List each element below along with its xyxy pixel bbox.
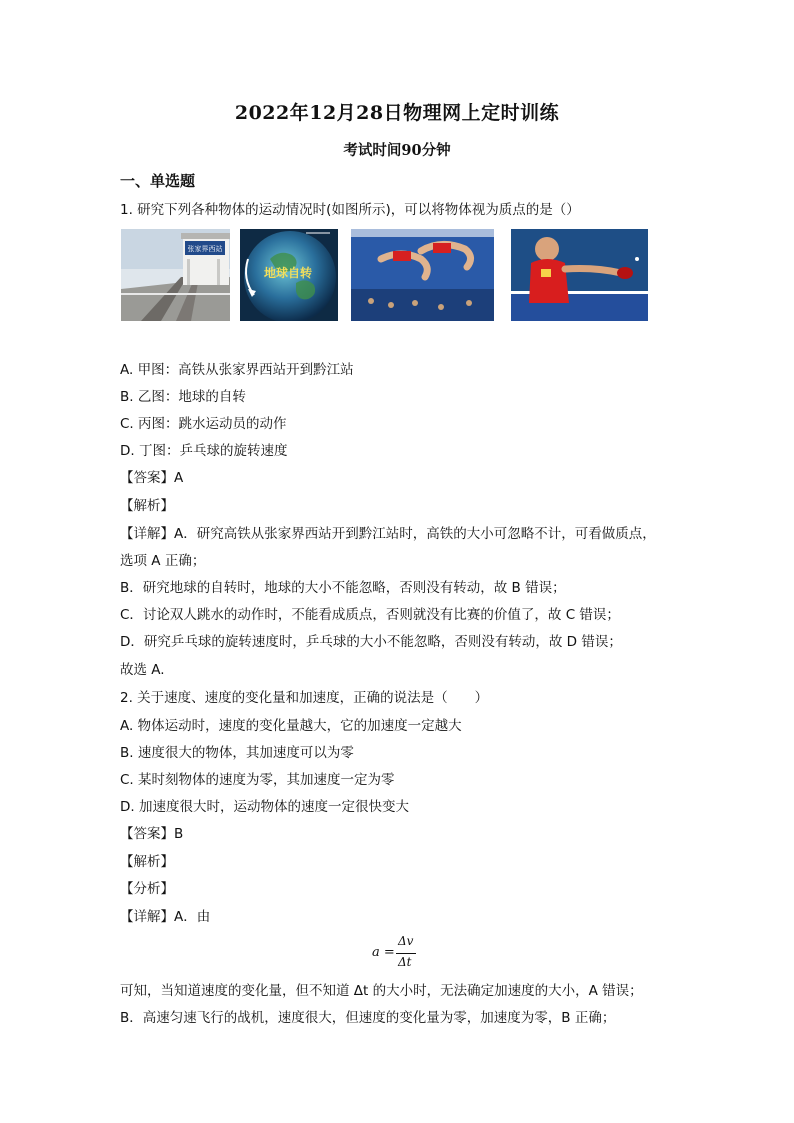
q1-detail-line: C．讨论双人跳水的动作时，不能看成质点，否则就没有比赛的价值了，故 C 错误；: [120, 607, 620, 623]
q2-detail-line: B．高速匀速飞行的战机，速度很大，但速度的变化量为零，加速度为零，B 正确；: [120, 1010, 616, 1026]
q2-option-b: B. 速度很大的物体，其加速度可以为零: [120, 745, 354, 761]
q1-detail-line: D．研究乒乓球的旋转速度时，乒乓球的大小不能忽略，否则没有转动，故 D 错误；: [120, 634, 622, 650]
q1-stem: 1. 研究下列各种物体的运动情况时(如图所示)，可以将物体视为质点的是（）: [120, 202, 580, 218]
q2-detail-line: 可知，当知道速度的变化量，但不知道 Δt 的大小时，无法确定加速度的大小，A 错误；: [120, 983, 643, 999]
acceleration-formula: [372, 934, 418, 974]
q1-answer: 【答案】A: [120, 470, 184, 486]
q1-analysis: 【解析】: [120, 498, 174, 514]
q2-option-d: D. 加速度很大时，运动物体的速度一定很快变大: [120, 799, 409, 815]
figure-synchronized-diving: [351, 229, 494, 321]
q2-analysis: 【解析】: [120, 854, 174, 870]
formula-lhs: a =: [372, 945, 395, 960]
q1-detail-line: 故选 A.: [120, 662, 165, 678]
q2-detail-intro: 【详解】A．由: [120, 909, 211, 925]
earth-label-text: 地球自转: [263, 266, 313, 280]
q1-option-b: B. 乙图：地球的自转: [120, 389, 246, 405]
q1-option-a: A. 甲图：高铁从张家界西站开到黔江站: [120, 362, 354, 378]
page-title: 2022年12月28日物理网上定时训练: [234, 102, 560, 124]
station-sign-text: 张家界西站: [187, 245, 223, 253]
q2-answer: 【答案】B: [120, 826, 184, 842]
figure-earth-rotation: [240, 229, 338, 321]
q1-detail-line: B．研究地球的自转时，地球的大小不能忽略，否则没有转动，故 B 错误；: [120, 580, 566, 596]
q2-option-c: C. 某时刻物体的速度为零，其加速度一定为零: [120, 772, 395, 788]
q2-option-a: A. 物体运动时，速度的变化量越大，它的加速度一定越大: [120, 718, 462, 734]
figure-train-station: [121, 229, 230, 321]
q2-analysis-sub: 【分析】: [120, 881, 174, 897]
q2-stem: 2. 关于速度、速度的变化量和加速度，正确的说法是（ ）: [120, 690, 489, 706]
figure-table-tennis: [511, 229, 648, 321]
exam-duration: 考试时间90分钟: [343, 142, 451, 159]
q1-detail-line: 【详解】A．研究高铁从张家界西站开到黔江站时，高铁的大小可忽略不计，可看做质点，: [120, 526, 656, 542]
q1-detail-line: 选项 A 正确；: [120, 553, 206, 569]
formula-numerator: Δv: [398, 934, 414, 948]
q1-option-d: D. 丁图：乒乓球的旋转速度: [120, 443, 288, 459]
q1-option-c: C. 丙图：跳水运动员的动作: [120, 416, 287, 432]
section-heading: 一、单选题: [120, 172, 196, 190]
fraction-bar: [396, 953, 416, 954]
formula-denominator: Δt: [398, 955, 412, 969]
q1-figure-row: [121, 229, 651, 323]
